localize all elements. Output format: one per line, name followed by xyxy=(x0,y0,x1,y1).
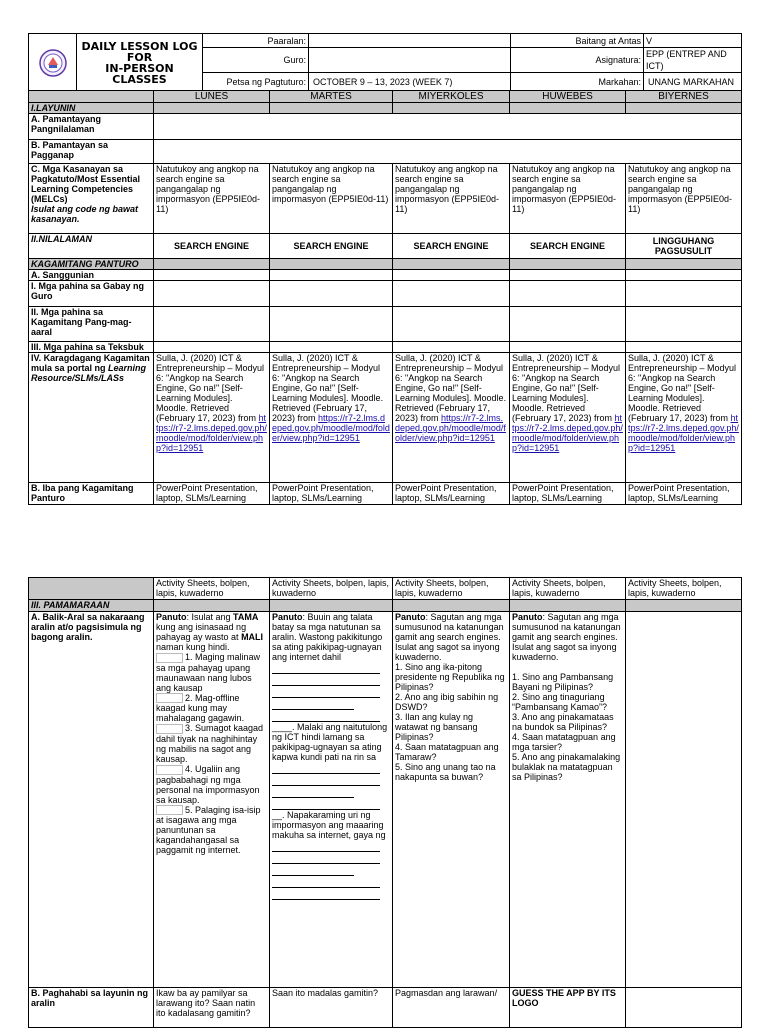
ref-link[interactable]: https://r7-2.lms.deped.gov.ph/moodle/mod/folder/view.php?id=12951 xyxy=(512,413,623,453)
fill-line xyxy=(272,774,380,786)
row-label-sanggunian: A. Sanggunian xyxy=(29,270,154,281)
fill-line xyxy=(272,662,380,674)
panuto-label: Panuto xyxy=(156,612,187,622)
paghahabi-biyernes xyxy=(626,988,742,1028)
answer-blank[interactable] xyxy=(156,693,183,703)
iba-miyerkoles: PowerPoint Presentation, laptop, SLMs/Learning xyxy=(393,483,510,505)
panuto-text: : Isulat ang xyxy=(186,612,234,622)
ref-text: Sulla, J. (2020) ICT & Entrepreneurship – Modyul 6: "Angkop na Search Engine, Go na!" [Self-Learning Modules]. Moodle. Retrieved (February 17, 2023) from xyxy=(156,353,265,423)
continued-label-cell xyxy=(29,578,154,600)
question-item: 4. Saan matatagpuan ang Tamaraw? xyxy=(395,742,499,762)
melc-lunes: Natutukoy ang angkop na search engine sa pangangalap ng impormasyon (EPP5IE0d-11) xyxy=(154,164,270,234)
document-title xyxy=(77,34,203,92)
row-label-iba-pang-kagamitan: B. Iba pang Kagamitang Panturo xyxy=(29,483,154,505)
pamantayan-pagganap-value xyxy=(154,140,742,164)
subject-label: Asignatura: xyxy=(511,48,644,73)
quiz-item-text: 3. Sumagot kaagad dahil tiyak na naghihintay ng mabilis na sagot ang kausap. xyxy=(156,723,264,764)
ref-link[interactable]: https://r7-2.lms.deped.gov.ph/moodle/mod/folder/view.php?id=12951 xyxy=(395,413,506,443)
panuto-text: : Sagutan ang mga sumusunod na katanungan gamit ang search engines. Isulat ang sagot sa inyong kuwaderno. xyxy=(512,612,621,662)
lesson-table-page-2 xyxy=(28,577,742,1028)
question-item: 2. Ano ang ibig sabihin ng DSWD? xyxy=(395,692,499,712)
balik-aral-huwebes xyxy=(510,612,626,988)
section-layunin: I.LAYUNIN xyxy=(29,103,154,114)
melc-miyerkoles: Natutukoy ang angkop na search engine sa pangangalap ng impormasyon (EPP5IE0d-11) xyxy=(393,164,510,234)
iba-cont-martes: Activity Sheets, bolpen, lapis, kuwaderno xyxy=(270,578,393,600)
deped-seal-logo xyxy=(29,34,77,92)
title-line-1: DAILY LESSON LOG xyxy=(81,39,198,53)
nilalaman-lunes: SEARCH ENGINE xyxy=(154,234,270,259)
quiz-item-text: 5. Palaging isa-isip at isagawa ang mga panuntunan sa kagandahangasal sa paggamit ng internet. xyxy=(156,804,261,856)
panuto-text: kung ang isinasaad ng pahayag ay wasto at xyxy=(156,622,247,642)
ref-link[interactable]: https://r7-2.lms.deped.gov.ph/moodle/mod/folder/view.php?id=12951 xyxy=(156,413,267,453)
panuto-text: naman kung hindi. xyxy=(156,642,230,652)
day-header-biyernes: BIYERNES xyxy=(626,91,742,103)
ref-link[interactable]: https://r7-2.lms.deped.gov.ph/moodle/mod/folder/view.php?id=12951 xyxy=(628,413,739,453)
section-kagamitang-panturo: KAGAMITANG PANTURO xyxy=(29,259,154,270)
melc-biyernes: Natutukoy ang angkop na search engine sa pangangalap ng impormasyon (EPP5IE0d-11) xyxy=(626,164,742,234)
header-table xyxy=(28,33,742,92)
quiz-item-text: 1. Maging malinaw sa mga pahayag upang maunawaan nang lubos ang kausap xyxy=(156,652,261,693)
spacer xyxy=(512,662,623,672)
row-label-melc xyxy=(29,164,154,234)
paghahabi-lunes: Ikaw ba ay pamilyar sa larawang ito? Saan natin ito kadalasang gamitin? xyxy=(154,988,270,1028)
ref-text: Sulla, J. (2020) ICT & Entrepreneurship – Modyul 6: "Angkop na Search Engine, Go na!" [Self-Learning Modules]. Moodle. Retrieved (February 17, 2023) from xyxy=(395,353,507,423)
ref-text: Sulla, J. (2020) ICT & Entrepreneurship – Modyul 6: "Angkop na Search Engine, Go na!" [Self-Learning Modules]. Moodle. Retrieved (February 17, 2023) from xyxy=(272,353,384,423)
quiz-item xyxy=(156,723,267,764)
question-item: 1. Sino ang ika-pitong presidente ng Republika ng Pilipinas? xyxy=(395,662,505,692)
karagdagang-label-b: Learning Resource/SLMs/LASs xyxy=(31,363,147,383)
fill-line xyxy=(272,852,380,864)
fill-line xyxy=(272,876,380,888)
fill-line xyxy=(272,698,354,710)
paghahabi-miyerkoles: Pagmasdan ang larawan/ xyxy=(393,988,510,1028)
paragraph-text: ____. Malaki ang naitutulong ng ICT hindi lamang sa pakikipag-ugnayan sa ating kapwa kundi pati na rin sa xyxy=(272,722,388,762)
fill-line xyxy=(272,888,380,900)
fill-line xyxy=(272,798,380,810)
row-label-balik-aral: A. Balik-Aral sa nakaraang aralin at/o pagsisimula ng bagong aralin. xyxy=(29,612,154,988)
iba-cont-lunes: Activity Sheets, bolpen, lapis, kuwaderno xyxy=(154,578,270,600)
ref-lunes xyxy=(154,353,270,483)
quiz-item-text: 2. Mag-offline kaagad kung may mahalagang gagawin. xyxy=(156,692,245,724)
question-item: 5. Ano ang pinakamalaking bulaklak na matatagpuan sa Pilipinas? xyxy=(512,752,621,782)
panuto-label: Panuto xyxy=(272,612,303,622)
mali-word: MALI xyxy=(241,632,264,642)
melc-label: C. Mga Kasanayan sa Pagkatuto/Most Essential Learning Competencies (MELCs) xyxy=(31,164,141,204)
melc-huwebes: Natutukoy ang angkop na search engine sa pangangalap ng impormasyon (EPP5IE0d-11) xyxy=(510,164,626,234)
ref-link[interactable]: https://r7-2.lms.deped.gov.ph/moodle/mod/folder/view.php?id=12951 xyxy=(272,413,390,443)
teacher-label: Guro: xyxy=(203,48,309,73)
balik-aral-miyerkoles xyxy=(393,612,510,988)
title-line-2: FOR xyxy=(126,50,153,64)
quarter-label: Markahan: xyxy=(511,73,644,92)
answer-blank[interactable] xyxy=(156,805,183,815)
teacher-value xyxy=(309,48,511,73)
balik-aral-martes xyxy=(270,612,393,988)
day-header-lunes: LUNES xyxy=(154,91,270,103)
pamantayang-pangnilalaman-value xyxy=(154,114,742,140)
melc-martes: Natutukoy ang angkop na search engine sa pangangalap ng impormasyon (EPP5IE0d-11) xyxy=(270,164,393,234)
subject-value: EPP (ENTREP AND ICT) xyxy=(644,48,742,73)
school-label: Paaralan: xyxy=(203,34,309,48)
date-label: Petsa ng Pagtuturo: xyxy=(203,73,309,92)
question-item: 3. Ano ang pinakamataas na bundok sa Pilipinas? xyxy=(512,712,614,732)
day-header-martes: MARTES xyxy=(270,91,393,103)
quarter-value: UNANG MARKAHAN xyxy=(644,73,742,92)
ref-text: Sulla, J. (2020) ICT & Entrepreneurship – Modyul 6: "Angkop na Search Engine, Go na!" [Self-Learning Modules]. Moodle. Retrieved (February 17, 2023) from xyxy=(628,353,737,423)
iba-cont-huwebes: Activity Sheets, bolpen, lapis, kuwaderno xyxy=(510,578,626,600)
ref-martes xyxy=(270,353,393,483)
paragraph-text: __. Napakaraming uri ng impormasyon ang maaaring makuha sa internet, gaya ng xyxy=(272,810,386,840)
ref-huwebes xyxy=(510,353,626,483)
question-item: 4. Saan matatagpuan ang mga tarsier? xyxy=(512,732,616,752)
fill-line xyxy=(272,840,380,852)
row-label-pamantayan-pagganap: B. Pamantayan sa Pagganap xyxy=(29,140,154,164)
section-pamamaraan: III. PAMAMARAAN xyxy=(29,600,154,612)
row-label-gabay-guro: I. Mga pahina sa Gabay ng Guro xyxy=(29,281,154,307)
fill-line xyxy=(272,674,380,686)
nilalaman-miyerkoles: SEARCH ENGINE xyxy=(393,234,510,259)
question-item: 1. Sino ang Pambansang Bayani ng Pilipinas? xyxy=(512,672,614,692)
question-item: 5. Sino ang unang tao na nakapunta sa buwan? xyxy=(395,762,496,782)
panuto-text: : Sagutan ang mga sumusunod na katanungan gamit ang search engines. Isulat ang sagot sa inyong kuwaderno. xyxy=(395,612,504,662)
section-nilalaman: II.NILALAMAN xyxy=(29,234,154,259)
row-label-karagdagang-kagamitan xyxy=(29,353,154,483)
row-label-teksbuk: III. Mga pahina sa Teksbuk xyxy=(29,342,154,353)
ref-miyerkoles xyxy=(393,353,510,483)
answer-blank[interactable] xyxy=(156,653,183,663)
corner-cell xyxy=(29,91,154,103)
nilalaman-huwebes: SEARCH ENGINE xyxy=(510,234,626,259)
fill-line xyxy=(272,686,380,698)
quiz-item xyxy=(156,764,267,805)
paghahabi-huwebes: GUESS THE APP BY ITS LOGO xyxy=(510,988,626,1028)
nilalaman-biyernes: LINGGUHANG PAGSUSULIT xyxy=(626,234,742,259)
ref-text: Sulla, J. (2020) ICT & Entrepreneurship – Modyul 6: "Angkop na Search Engine, Go na!" [Self-Learning Modules]. Moodle. Retrieved (February 17, 2023) from xyxy=(512,353,621,423)
grade-label: Baitang at Antas xyxy=(511,34,644,48)
quiz-item xyxy=(156,805,267,856)
melc-note: Isulat ang code ng bawat kasanayan. xyxy=(31,204,139,224)
fill-line xyxy=(272,786,354,798)
ref-biyernes xyxy=(626,353,742,483)
iba-cont-biyernes: Activity Sheets, bolpen, lapis, kuwaderno xyxy=(626,578,742,600)
iba-biyernes: PowerPoint Presentation, laptop, SLMs/Learning xyxy=(626,483,742,505)
panuto-text: : Buuin ang talata batay sa mga natutunan sa aralin. Wastong pakikitungo sa ating pakikipag-ugnayan ang internet dahil xyxy=(272,612,383,662)
row-label-kagamitang-pang-mag-aaral: II. Mga pahina sa Kagamitang Pang-mag-aaral xyxy=(29,307,154,342)
panuto-label: Panuto xyxy=(395,612,426,622)
quiz-item-text: 4. Ugaliin ang pagbabahagi ng mga personal na impormasyon sa kausap. xyxy=(156,763,260,805)
fill-line xyxy=(272,864,354,876)
date-value: OCTOBER 9 – 13, 2023 (WEEK 7) xyxy=(309,73,511,92)
question-item: 2. Sino ang tinaguriang “Pambansang Kamao”? xyxy=(512,692,608,712)
answer-blank[interactable] xyxy=(156,724,183,734)
balik-aral-biyernes xyxy=(626,612,742,988)
row-label-paghahabi: B. Paghahabi sa layunin ng aralin xyxy=(29,988,154,1028)
lesson-table-page-1 xyxy=(28,90,742,505)
iba-martes: PowerPoint Presentation, laptop, SLMs/Learning xyxy=(270,483,393,505)
iba-huwebes: PowerPoint Presentation, laptop, SLMs/Learning xyxy=(510,483,626,505)
tama-word: TAMA xyxy=(233,612,259,622)
quiz-item xyxy=(156,652,267,693)
paghahabi-martes: Saan ito madalas gamitin? xyxy=(270,988,393,1028)
fill-line xyxy=(272,710,380,722)
answer-blank[interactable] xyxy=(156,765,183,775)
grade-value: V xyxy=(644,34,742,48)
panuto-label: Panuto xyxy=(512,612,543,622)
iba-cont-miyerkoles: Activity Sheets, bolpen, lapis, kuwaderno xyxy=(393,578,510,600)
karagdagang-label-a: IV. Karagdagang Kagamitan mula sa portal ng xyxy=(31,353,150,373)
day-header-miyerkoles: MIYERKOLES xyxy=(393,91,510,103)
title-line-3: IN-PERSON CLASSES xyxy=(105,61,174,86)
row-label-pamantayang-pangnilalaman: A. Pamantayang Pangnilalaman xyxy=(29,114,154,140)
quiz-item xyxy=(156,693,267,724)
nilalaman-martes: SEARCH ENGINE xyxy=(270,234,393,259)
school-value xyxy=(309,34,511,48)
question-item: 3. Ilan ang kulay ng watawat ng bansang Pilipinas? xyxy=(395,712,478,742)
iba-lunes: PowerPoint Presentation, laptop, SLMs/Learning xyxy=(154,483,270,505)
fill-line xyxy=(272,762,380,774)
balik-aral-lunes xyxy=(154,612,270,988)
day-header-huwebes: HUWEBES xyxy=(510,91,626,103)
